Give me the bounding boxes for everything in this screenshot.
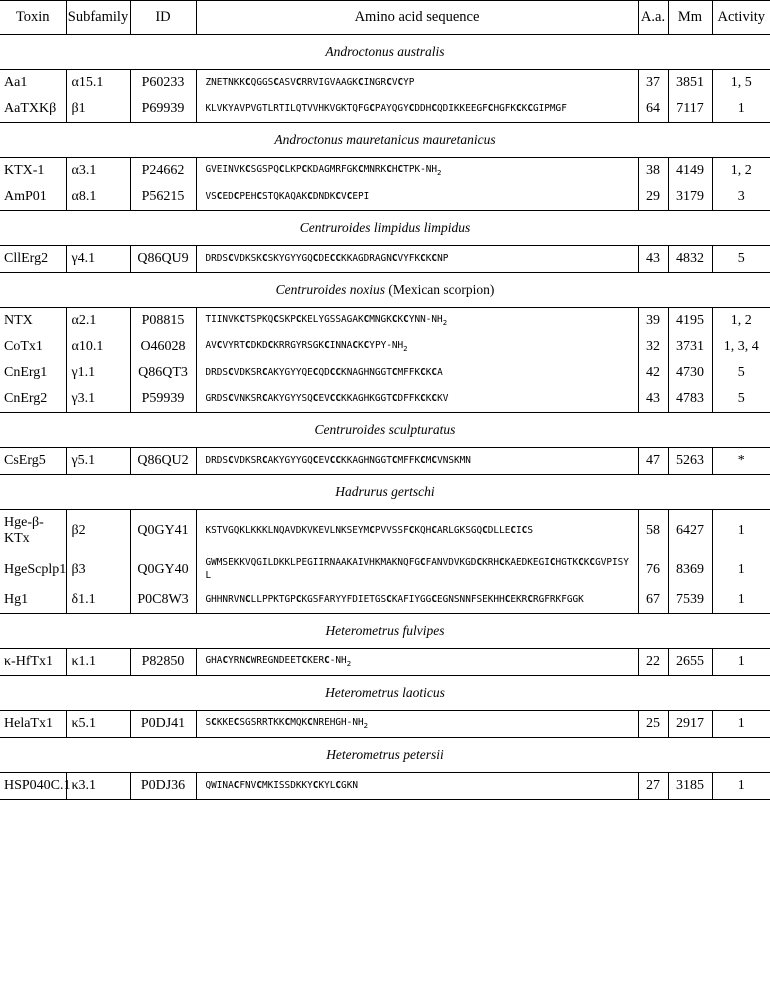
cell-molecular-mass: 4195 (668, 308, 712, 335)
cell-subfamily: γ1.1 (66, 360, 130, 386)
species-header-row (0, 35, 770, 70)
cell-toxin-name: Hg1 (0, 587, 66, 614)
cell-toxin-name: CoTx1 (0, 334, 66, 360)
cell-activity: 1 (737, 523, 745, 538)
species-name (0, 211, 770, 246)
cell-molecular-mass: 4730 (668, 360, 712, 386)
cell-subfamily: γ5.1 (66, 448, 130, 475)
cell-subfamily: β2 (66, 510, 130, 553)
cell-activity: 1, 2 (730, 313, 752, 328)
cell-residue-count: 22 (638, 649, 668, 676)
cell-activity: 1, 2 (730, 163, 752, 178)
cell-molecular-mass: 8369 (668, 552, 712, 587)
cell-accession-id: P0C8W3 (130, 587, 196, 614)
species-latin-name: Heterometrus fulvipes (325, 623, 445, 639)
cell-residue-count: 76 (638, 552, 668, 587)
species-latin-name: Centruroides noxius (275, 282, 385, 297)
cell-activity: 1 (712, 773, 770, 800)
table-row (0, 510, 770, 553)
cell-accession-id: Q0GY41 (130, 510, 196, 553)
cell-activity: 1, 5 (730, 75, 752, 90)
cell-activity: 1 (712, 96, 770, 123)
cell-residue-count: 43 (638, 246, 668, 273)
cell-toxin-name: CllErg2 (0, 246, 66, 273)
species-header-row (0, 475, 770, 510)
species-name (0, 123, 770, 158)
cell-residue-count: 64 (638, 96, 668, 123)
cell-toxin-name: HSP040C.1 (0, 773, 66, 800)
cell-molecular-mass: 3731 (668, 334, 712, 360)
cell-residue-count: 58 (638, 510, 668, 553)
column-header-sequence: Amino acid sequence (196, 1, 638, 35)
cell-amino-acid-sequence: DRDSCVDKSKCSKYGYYGQCDECCKKAGDRAGNCVYFKCKCNP (196, 246, 638, 273)
cell-subfamily: α15.1 (66, 70, 130, 97)
cell-toxin-name: Aa1 (0, 70, 66, 97)
column-header-toxin: Toxin (0, 1, 66, 35)
cell-toxin-name: Hge-β-KTx (0, 510, 66, 553)
cell-activity: 3 (712, 184, 770, 211)
species-header-row (0, 211, 770, 246)
cell-toxin-name: KTX-1 (0, 158, 66, 185)
table-header (0, 1, 770, 35)
cell-subfamily: δ1.1 (66, 587, 130, 614)
cell-accession-id: P56215 (130, 184, 196, 211)
cell-accession-id: Q86QU2 (130, 448, 196, 475)
cell-toxin-name: NTX (0, 308, 66, 335)
cell-amino-acid-sequence: GVEINVKCSGSPQCLKPCKDAGMRFGKCMNRKCHCTPK-$NH_2$ (196, 158, 638, 185)
cell-subfamily: κ5.1 (66, 711, 130, 738)
cell-subfamily: γ4.1 (66, 246, 130, 273)
cell-activity: 5 (712, 246, 770, 273)
species-latin-name: Heterometrus laoticus (325, 685, 445, 701)
cell-toxin-name: HelaTx1 (0, 711, 66, 738)
cell-accession-id: P0DJ36 (130, 773, 196, 800)
cell-molecular-mass: 3851 (668, 70, 712, 97)
table-row (0, 158, 770, 185)
cell-molecular-mass: 5263 (668, 448, 712, 475)
cell-amino-acid-sequence: DRDSCVDKSRCAKYGYYQECQDCCKNAGHNGGTCMFFKCKCA (196, 360, 638, 386)
cell-toxin-name: CnErg1 (0, 360, 66, 386)
species-name (0, 475, 770, 510)
species-latin-name: Androctonus mauretanicus mauretanicus (274, 132, 496, 147)
cell-residue-count: 38 (638, 158, 668, 185)
cell-amino-acid-sequence: KSTVGQKLKKKLNQAVDKVKEVLNKSEYMCPVVSSFCKQHCARLGKSGQCDLLECICS (196, 510, 638, 553)
species-name (0, 676, 770, 711)
cell-molecular-mass: 7117 (668, 96, 712, 123)
cell-activity: * (712, 448, 770, 475)
species-common-note: (Mexican scorpion) (384, 282, 495, 297)
table-row (0, 711, 770, 738)
cell-residue-count: 37 (638, 70, 668, 97)
table-row (0, 773, 770, 800)
species-name (0, 413, 770, 448)
cell-residue-count: 42 (638, 360, 668, 386)
cell-activity: 1 (712, 711, 770, 738)
cell-molecular-mass: 3185 (668, 773, 712, 800)
cell-accession-id: P0DJ41 (130, 711, 196, 738)
table-row (0, 386, 770, 413)
table-row (0, 70, 770, 97)
column-header-activity: Activity (712, 1, 770, 35)
species-name (0, 614, 770, 649)
cell-molecular-mass: 4832 (668, 246, 712, 273)
cell-toxin-name: HgeScplp1 (0, 552, 66, 587)
table-row (0, 649, 770, 676)
cell-molecular-mass: 2655 (668, 649, 712, 676)
cell-toxin-name: AaTXKβ (0, 96, 66, 123)
cell-amino-acid-sequence: QWINACFNVCMKISSDKKYCKYLCGKN (196, 773, 638, 800)
table-row (0, 96, 770, 123)
table-row (0, 246, 770, 273)
species-latin-name: Heterometrus petersii (326, 747, 444, 763)
cell-subfamily: γ3.1 (66, 386, 130, 413)
cell-subfamily: β3 (66, 552, 130, 587)
cell-amino-acid-sequence: DRDSCVDKSRCAKYGYYGQCEVCCKKAGHNGGTCMFFKCMCVNSKMN (196, 448, 638, 475)
cell-accession-id: Q0GY40 (130, 552, 196, 587)
cell-toxin-name: AmP01 (0, 184, 66, 211)
species-name (0, 35, 770, 70)
cell-accession-id: P59939 (130, 386, 196, 413)
cell-amino-acid-sequence: GWMSEKKVQGILDKKLPEGIIRNAAKAIVHKMAKNQFGCFANVDVKGDCKRHCKAEDKEGICHGTKCKCGVPISYL (196, 552, 638, 587)
species-name (0, 738, 770, 773)
cell-accession-id: O46028 (130, 334, 196, 360)
cell-activity: 1, 3, 4 (723, 339, 759, 354)
cell-molecular-mass: 2917 (668, 711, 712, 738)
cell-activity: 1 (712, 587, 770, 614)
table-body (0, 35, 770, 800)
cell-amino-acid-sequence: GHACYRNCWREGNDEETCKERC-$NH_2$ (196, 649, 638, 676)
table-row (0, 552, 770, 587)
cell-amino-acid-sequence: GRDSCVNKSRCAKYGYYSQCEVCCKKAGHKGGTCDFFKCKCKV (196, 386, 638, 413)
cell-residue-count: 67 (638, 587, 668, 614)
cell-subfamily: α10.1 (66, 334, 130, 360)
cell-molecular-mass: 4783 (668, 386, 712, 413)
species-name (0, 273, 770, 308)
column-header-id: ID (130, 1, 196, 35)
cell-residue-count: 43 (638, 386, 668, 413)
species-header-row (0, 273, 770, 308)
table-row (0, 448, 770, 475)
cell-molecular-mass: 3179 (668, 184, 712, 211)
cell-toxin-name: CsErg5 (0, 448, 66, 475)
species-header-row (0, 614, 770, 649)
column-header-subfamily: Subfamily (66, 1, 130, 35)
species-header-row (0, 676, 770, 711)
cell-accession-id: Q86QT3 (130, 360, 196, 386)
species-header-row (0, 123, 770, 158)
species-header-row (0, 738, 770, 773)
cell-toxin-name: CnErg2 (0, 386, 66, 413)
species-latin-name: Androctonus australis (325, 44, 445, 59)
cell-accession-id: P08815 (130, 308, 196, 335)
table-row (0, 184, 770, 211)
cell-accession-id: P82850 (130, 649, 196, 676)
cell-subfamily: α8.1 (66, 184, 130, 211)
species-header-row (0, 413, 770, 448)
cell-residue-count: 25 (638, 711, 668, 738)
table-row (0, 334, 770, 360)
cell-subfamily: α2.1 (66, 308, 130, 335)
cell-amino-acid-sequence: AVCVYRTCDKDCKRRGYRSGKCINNACKCYPY-$NH_2$ (196, 334, 638, 360)
cell-residue-count: 39 (638, 308, 668, 335)
cell-activity: 1 (712, 649, 770, 676)
column-header-aa: A.a. (638, 1, 668, 35)
cell-subfamily: κ3.1 (66, 773, 130, 800)
cell-molecular-mass: 4149 (668, 158, 712, 185)
cell-amino-acid-sequence: TIINVKCTSPKQCSKPCKELYGSSAGAKCMNGKCKCYNN-$NH_2$ (196, 308, 638, 335)
cell-subfamily: β1 (66, 96, 130, 123)
cell-subfamily: κ1.1 (66, 649, 130, 676)
cell-accession-id: P24662 (130, 158, 196, 185)
cell-amino-acid-sequence: VSCEDCPEHCSTQKAQAKCDNDKCVCEPI (196, 184, 638, 211)
header-row (0, 1, 770, 35)
species-latin-name: Hadrurus gertschi (335, 484, 435, 499)
cell-accession-id: P60233 (130, 70, 196, 97)
cell-activity: 1 (737, 561, 745, 577)
cell-toxin-name: κ-HfTx1 (0, 649, 66, 676)
cell-amino-acid-sequence: SCKKECSGSRRTKKCMQKCNREHGH-$NH_2$ (196, 711, 638, 738)
table-row (0, 360, 770, 386)
cell-amino-acid-sequence: ZNETNKKCQGGSCASVCRRVIGVAAGKCINGRCVCYP (196, 70, 638, 97)
cell-residue-count: 27 (638, 773, 668, 800)
column-header-mm: Mm (668, 1, 712, 35)
cell-accession-id: P69939 (130, 96, 196, 123)
cell-amino-acid-sequence: KLVKYAVPVGTLRTILQTVVHKVGKTQFGCPAYQGYCDDHCQDIKKEEGFCHGFKCKCGIPMGF (196, 96, 638, 123)
cell-molecular-mass: 7539 (668, 587, 712, 614)
cell-activity: 5 (737, 365, 745, 380)
species-latin-name: Centruroides limpidus limpidus (299, 220, 471, 235)
species-latin-name: Centruroides sculpturatus (314, 422, 456, 437)
cell-amino-acid-sequence: GHHNRVNCLLPPKTGPCKGSFARYYFDIETGSCKAFIYGGCEGNSNNFSEKHHCEKRCRGFRKFGGK (196, 587, 638, 614)
cell-molecular-mass: 6427 (668, 510, 712, 553)
cell-accession-id: Q86QU9 (130, 246, 196, 273)
cell-residue-count: 29 (638, 184, 668, 211)
cell-activity: 5 (712, 386, 770, 413)
table-row (0, 587, 770, 614)
cell-residue-count: 47 (638, 448, 668, 475)
table-row (0, 308, 770, 335)
cell-subfamily: α3.1 (66, 158, 130, 185)
cell-residue-count: 32 (638, 334, 668, 360)
